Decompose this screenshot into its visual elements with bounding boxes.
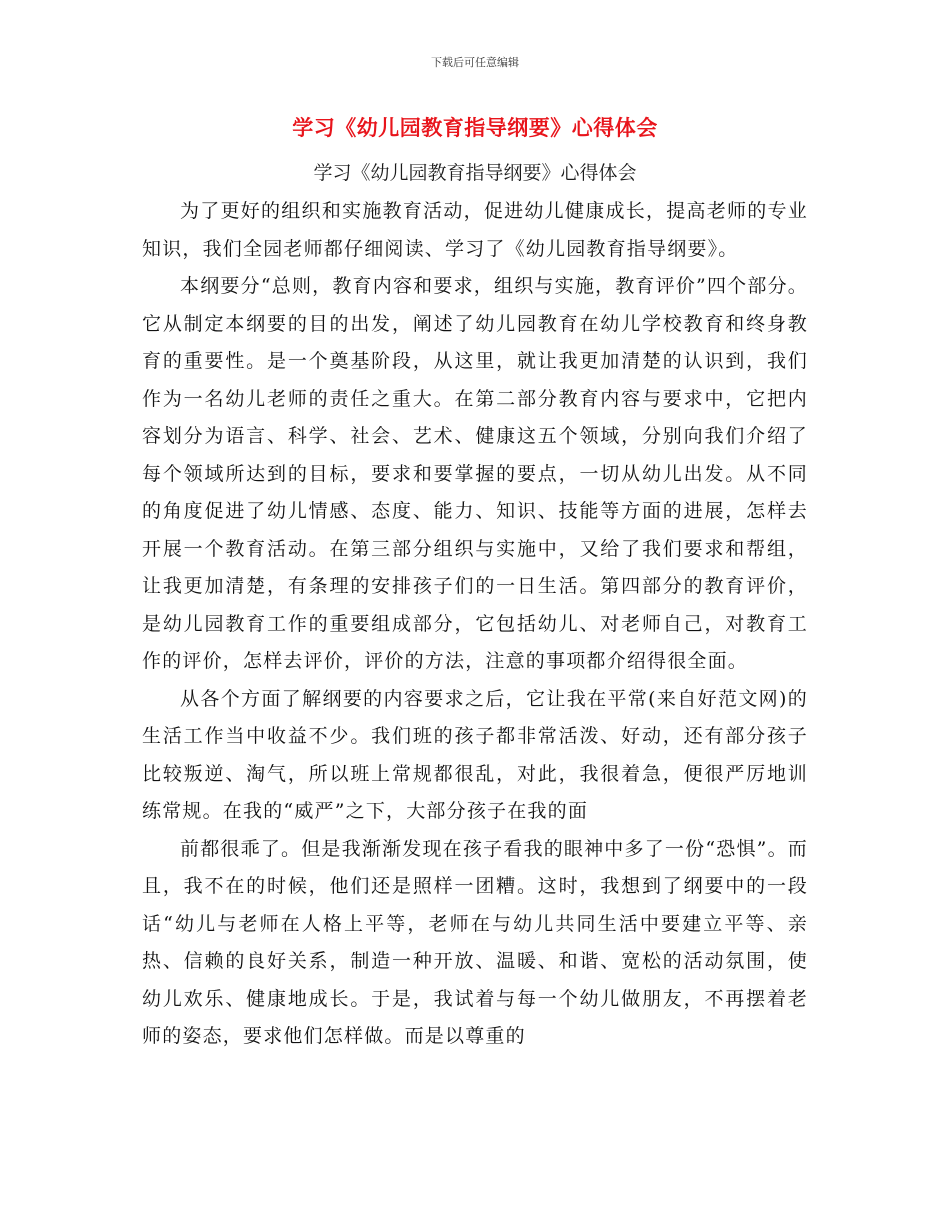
header-note: 下载后可任意编辑 xyxy=(431,56,519,69)
document-body xyxy=(142,193,808,1056)
paragraph-intro: 为了更好的组织和实施教育活动，促进幼儿健康成长，提高老师的专业知识，我们全园老师都仔细阅读、学习了《幼儿园教育指导纲要》。 xyxy=(142,200,808,260)
document-subtitle: 学习《幼儿园教育指导纲要》心得体会 xyxy=(313,162,637,184)
paragraph-outline: 本纲要分“总则，教育内容和要求，组织与实施，教育评价”四个部分。它从制定本纲要的目的出发，阐述了幼儿园教育在幼儿学校教育和终身教育的重要性。是一个奠基阶段，从这里，就让我更加清楚的认识到，我们作为一名幼儿老师的责任之重大。在第二部分教育内容与要求中，它把内容划分为语言、科学、社会、艺术、健康这五个领域，分别向我们介绍了每个领域所达到的目标，要求和要掌握的要点，一切从幼儿出发。从不同的角度促进了幼儿情感、态度、能力、知识、技能等方面的进展，怎样去开展一个教育活动。在第三部分组织与实施中，又给了我们要求和帮组，让我更加清楚，有条理的安排孩子们的一日生活。第四部分的教育评价，是幼儿园教育工作的重要组成部分，它包括幼儿、对老师自己，对教育工作的评价，怎样去评价，评价的方法，注意的事项都介绍得很全面。 xyxy=(142,275,808,672)
paragraph-reflection: 前都很乖了。但是我渐渐发现在孩子看我的眼神中多了一份“恐惧”。而且，我不在的时候，他们还是照样一团糟。这时，我想到了纲要中的一段话“幼儿与老师在人格上平等，老师在与幼儿共同生活中要建立平等、亲热、信赖的良好关系，制造一种开放、温暖、和谐、宽松的活动氛围，使幼儿欢乐、健康地成长。于是，我试着与每一个幼儿做朋友，不再摆着老师的姿态，要求他们怎样做。而是以尊重的 xyxy=(142,837,808,1047)
document-title: 学习《幼儿园教育指导纲要》心得体会 xyxy=(292,116,658,140)
paragraph-practice: 从各个方面了解纲要的内容要求之后，它让我在平常(来自好范文网)的生活工作当中收益不少。我们班的孩子都非常活泼、好动，还有部分孩子比较叛逆、淘气，所以班上常规都很乱，对此，我很着急，便很严厉地训练常规。在我的“威严”之下，大部分孩子在我的面 xyxy=(142,687,808,822)
